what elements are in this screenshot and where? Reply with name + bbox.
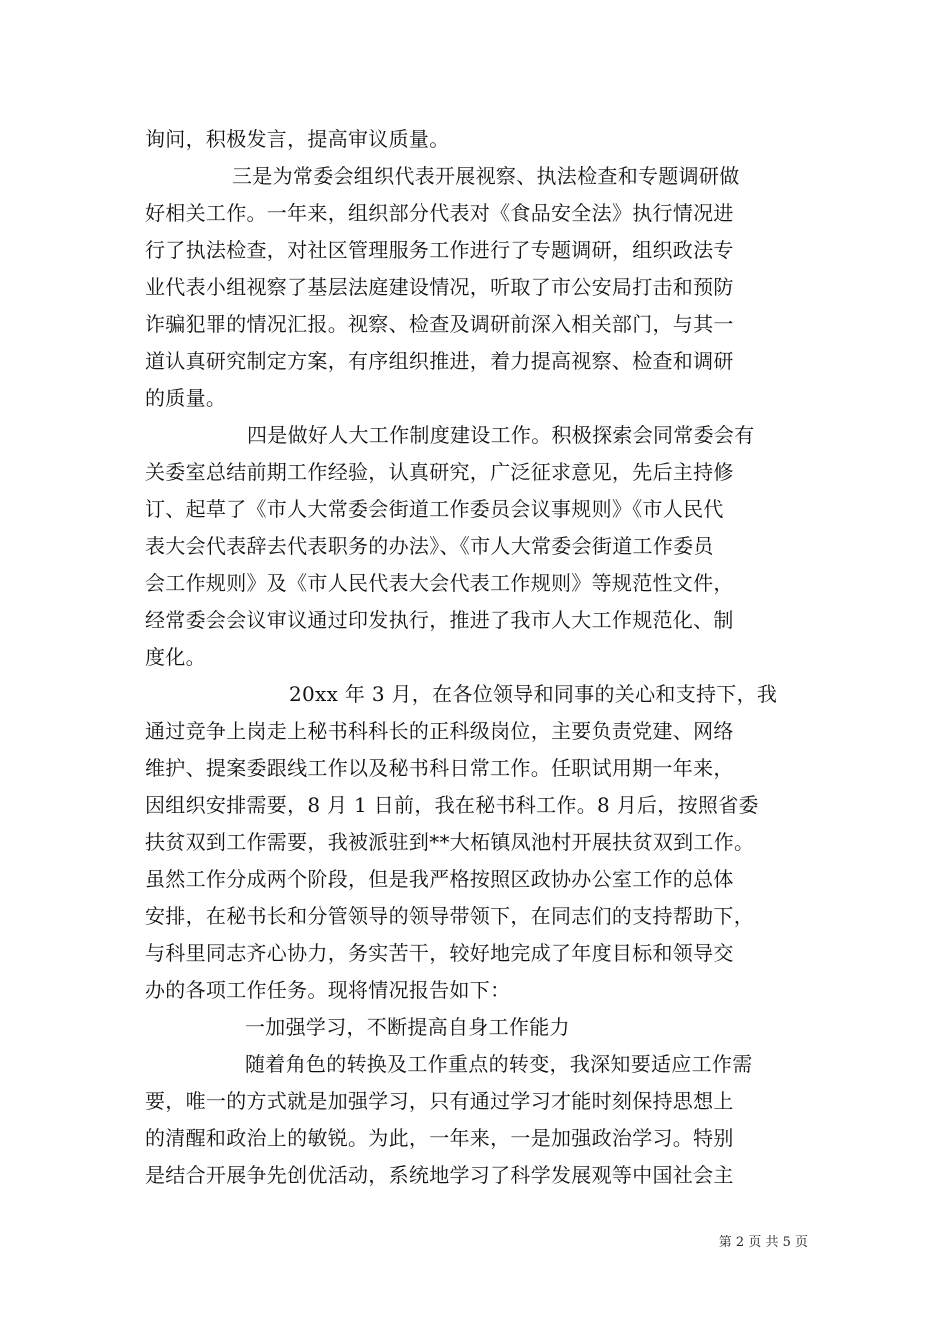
text-line: 道认真研究制定方案，有序组织推进，着力提高视察、检查和调研 [145,349,734,373]
text-line: 的清醒和政治上的敏锐。为此，一年来，一是加强政治学习。特别 [145,1126,734,1150]
text-line: 订、起草了《市人大常委会街道工作委员会议事规则》《市人民代 [145,497,724,521]
text-line: 因组织安排需要，8 月 1 日前，我在秘书科工作。8 月后，按照省委 [145,793,759,817]
text-line: 扶贫双到工作需要，我被派驻到**大柘镇凤池村开展扶贫双到工作。 [145,830,755,854]
text-line: 通过竞争上岗走上秘书科科长的正科级岗位，主要负责党建、网络 [145,719,734,743]
page-number-footer: 第 2 页 共 5 页 [718,1235,808,1250]
text-line: 业代表小组视察了基层法庭建设情况，听取了市公安局打击和预防 [145,275,734,299]
text-line: 经常委会会议审议通过印发执行，推进了我市人大工作规范化、制 [145,608,734,632]
text-line: 度化。 [145,645,206,669]
text-line: 行了执法检查，对社区管理服务工作进行了专题调研，组织政法专 [145,238,734,262]
paragraph-first-line: 四是做好人大工作制度建设工作。积极探索会同常委会有 [247,423,755,447]
text-line: 询问，积极发言，提高审议质量。 [145,127,450,151]
paragraph-first-line: 三是为常委会组织代表开展视察、执法检查和专题调研做 [232,164,740,188]
paragraph-first-line: 20xx 年 3 月，在各位领导和同事的关心和支持下，我 [289,682,778,706]
text-line: 办的各项工作任务。现将情况报告如下： [145,978,511,1002]
text-line: 是结合开展争先创优活动，系统地学习了科学发展观等中国社会主 [145,1163,734,1187]
text-line: 维护、提案委跟线工作以及秘书科日常工作。任职试用期一年来， [145,756,734,780]
text-line: 会工作规则》及《市人民代表大会代表工作规则》等规范性文件， [145,571,734,595]
text-line: 的质量。 [145,386,227,410]
text-line: 好相关工作。一年来，组织部分代表对《食品安全法》执行情况进 [145,201,734,225]
text-line: 关委室总结前期工作经验，认真研究，广泛征求意见，先后主持修 [145,460,734,484]
text-line: 与科里同志齐心协力，务实苦干，较好地完成了年度目标和领导交 [145,941,734,965]
text-line: 虽然工作分成两个阶段，但是我严格按照区政协办公室工作的总体 [145,867,734,891]
text-line: 要，唯一的方式就是加强学习，只有通过学习才能时刻保持思想上 [145,1089,734,1113]
text-line: 诈骗犯罪的情况汇报。视察、检查及调研前深入相关部门，与其一 [145,312,734,336]
text-line: 表大会代表辞去代表职务的办法》、《市人大常委会街道工作委员 [145,534,714,558]
section-heading: 一加强学习，不断提高自身工作能力 [245,1015,570,1039]
text-line: 安排，在秘书长和分管领导的领导带领下，在同志们的支持帮助下， [145,904,754,928]
paragraph-first-line: 随着角色的转换及工作重点的转变，我深知要适应工作需 [245,1052,753,1076]
